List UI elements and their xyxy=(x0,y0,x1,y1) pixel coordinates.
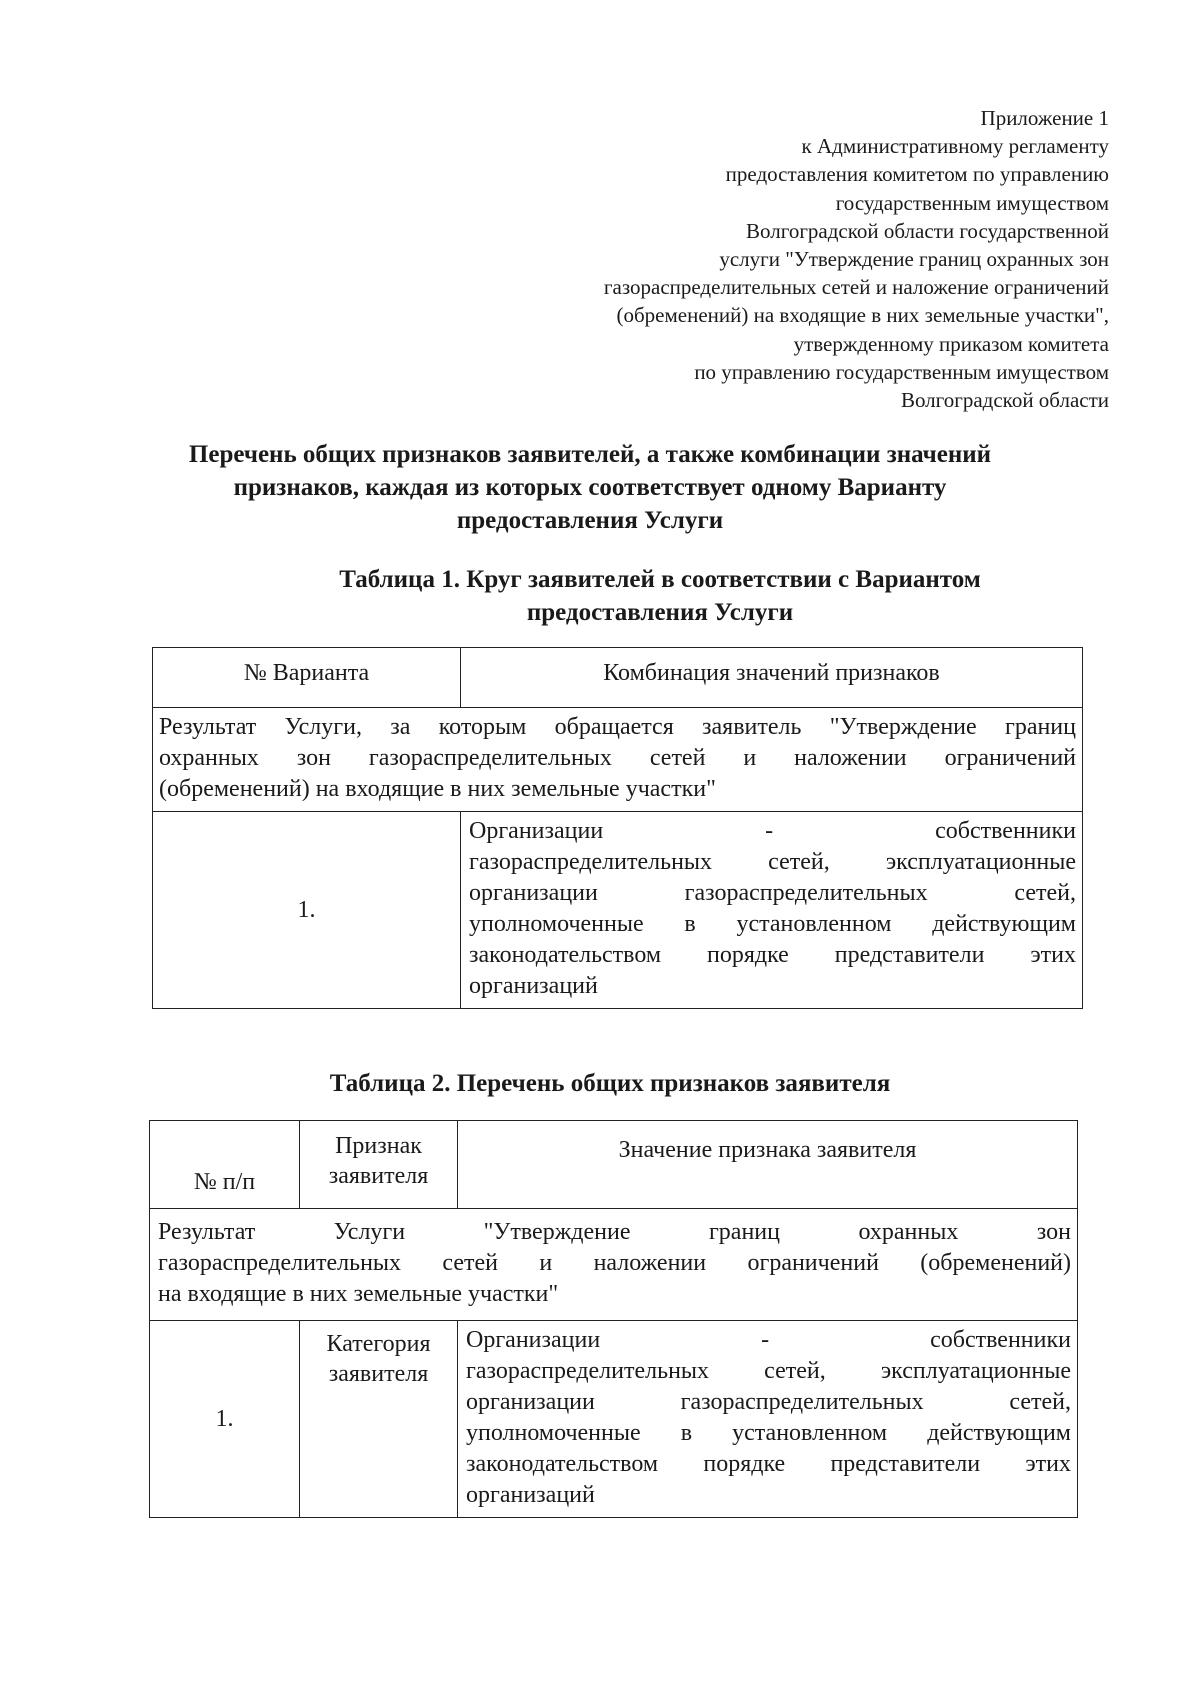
result-line: на входящие в них земельные участки" xyxy=(158,1281,559,1307)
header-combination: Комбинация значений признаков xyxy=(461,648,1083,708)
header-feature-line: Признак xyxy=(335,1133,422,1159)
appendix-line: предоставления комитетом по управлению xyxy=(725,162,1109,187)
table-row xyxy=(153,812,1083,1009)
result-cell xyxy=(153,708,1083,812)
appendix-line: утвержденному приказом комитета xyxy=(793,331,1109,356)
row-value xyxy=(458,1321,1078,1518)
table-2-title-line: Таблица 2. Перечень общих признаков заявителя xyxy=(329,1070,891,1097)
table-result-row xyxy=(153,708,1083,812)
value-line: уполномоченные в установленном действующим xyxy=(469,911,1076,937)
value-line: уполномоченные в установленном действующим xyxy=(466,1420,1071,1446)
appendix-line: газораспределительных сетей и наложение ограничений xyxy=(603,275,1109,300)
result-line: Результат Услуги "Утверждение границ охранных зон xyxy=(158,1219,1071,1245)
header-variant-number: № Варианта xyxy=(153,648,461,708)
title-line: Перечень общих признаков заявителей, а также комбинации значений xyxy=(188,441,992,468)
table-1 xyxy=(152,647,1083,1009)
result-line: (обременений) на входящие в них земельные участки" xyxy=(159,776,716,802)
table-1-title-line: предоставления Услуги xyxy=(526,599,794,626)
appendix-line: по управлению государственным имуществом xyxy=(694,359,1109,384)
header-row-number: № п/п xyxy=(150,1121,300,1209)
table-1-title-line: Таблица 1. Круг заявителей в соответствии с Вариантом xyxy=(339,566,981,593)
table-1-title xyxy=(270,563,1050,629)
table-row xyxy=(150,1321,1078,1518)
feature-line: заявителя xyxy=(328,1361,429,1387)
appendix-line: Волгоградской области государственной xyxy=(746,218,1109,243)
value-line: газораспределительных сетей, эксплуатационные xyxy=(466,1358,1071,1384)
result-cell xyxy=(150,1209,1078,1321)
header-feature-value: Значение признака заявителя xyxy=(458,1121,1078,1209)
value-line: организаций xyxy=(469,973,598,999)
table-2-title xyxy=(250,1067,970,1100)
value-line: газораспределительных сетей, эксплуатационные xyxy=(469,849,1076,875)
title-line: предоставления Услуги xyxy=(456,507,724,534)
result-line: охранных зон газораспределительных сетей и наложении ограничений xyxy=(159,745,1076,771)
value-line: Организации - собственники xyxy=(469,818,1076,844)
value-line: организации газораспределительных сетей, xyxy=(469,880,1076,906)
result-line: газораспределительных сетей и наложении ограничений (обременений) xyxy=(158,1250,1071,1276)
appendix-line: (обременений) на входящие в них земельные участки", xyxy=(616,303,1109,328)
appendix-line: к Административному регламенту xyxy=(801,134,1109,159)
value-line: законодательством порядке представители этих xyxy=(466,1451,1071,1477)
appendix-line: Приложение 1 xyxy=(980,106,1109,130)
row-value xyxy=(461,812,1083,1009)
appendix-line: Волгоградской области xyxy=(900,388,1109,413)
result-line: Результат Услуги, за которым обращается заявитель "Утверждение границ xyxy=(159,714,1076,740)
header-feature-line: заявителя xyxy=(328,1163,429,1189)
table-result-row xyxy=(150,1209,1078,1321)
document-title xyxy=(150,438,1030,537)
appendix-line: государственным имуществом xyxy=(835,190,1109,215)
table-header-row xyxy=(153,648,1083,708)
appendix-line: услуги "Утверждение границ охранных зон xyxy=(719,247,1109,272)
title-line: признаков, каждая из которых соответствует одному Варианту xyxy=(233,474,947,501)
appendix-note xyxy=(349,104,1109,414)
header-feature xyxy=(300,1121,458,1209)
table-2 xyxy=(149,1120,1078,1518)
value-line: организации газораспределительных сетей, xyxy=(466,1389,1071,1415)
row-number: 1. xyxy=(153,812,461,1009)
value-line: Организации - собственники xyxy=(466,1327,1071,1353)
row-feature xyxy=(300,1321,458,1518)
feature-line: Категория xyxy=(326,1331,431,1357)
value-line: законодательством порядке представители этих xyxy=(469,942,1076,968)
value-line: организаций xyxy=(466,1482,595,1508)
row-number: 1. xyxy=(150,1321,300,1518)
table-header-row xyxy=(150,1121,1078,1209)
